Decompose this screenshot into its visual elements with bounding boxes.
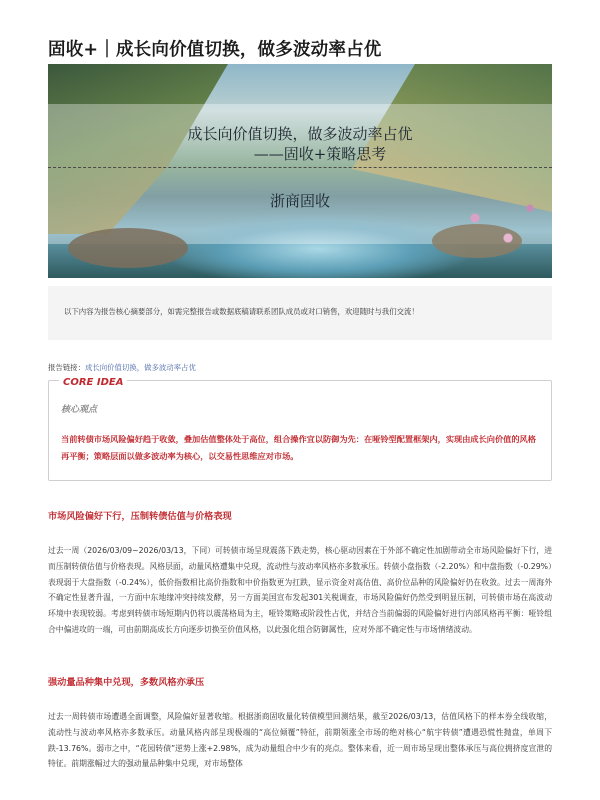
cover-org: 浙商固收 (269, 192, 330, 210)
notice-box (48, 286, 552, 340)
cover-image (48, 64, 552, 278)
section-heading: 强动量品种集中兑现，多数风格亦承压 (48, 677, 205, 688)
document-title: 固收+｜成长向价值切换，做多波动率占优 (48, 40, 382, 60)
cover-title: 成长向价值切换，做多波动率占优 (187, 125, 413, 143)
section-heading: 市场风险偏好下行，压制转债估值与价格表现 (48, 511, 232, 522)
core-idea-box (48, 377, 552, 481)
core-idea-tag: CORE IDEA (59, 377, 127, 388)
cover-subtitle: ——固收+策略思考 (253, 145, 387, 163)
section-paragraph: 过去一周（2026/03/09~2026/03/13，下同）可转债市场呈现震荡下跌走势，核心驱动因素在于外部不确定性加剧带动全市场风险偏好下行，进而压制转债估值与价格表现。风格层面，动量风格遭集中兑现，流动性与波动率风格亦多数承压。转债小盘指数（-2.20%）和中盘指数（-0.29%）表现弱于大盘指数（-0.24%），低价指数相比高价指数和中价指数更为扛跌，显示资金对高估值、高价位品种的风险偏好仍在收敛。过去一周海外不确定性显著升温，一方面中东地缘冲突持续发酵，另一方面美国宣布发起301关税调查，市场风险偏好仍然受到明显压制，可转债市场在高波动环境中表现较弱。考虑到转债市场短期内仍将以震荡格局为主，哑铃策略或阶段性占优，并结合当前偏弱的风险偏好进行内部风格再平衡：哑铃组合中偏进攻的一端，可由前期高成长方向逐步切换至价值风格，以此强化组合防御属性，应对外部不确定性与市场情绪波动。 (48, 546, 552, 634)
section-paragraph: 过去一周转债市场遭遇全面调整，风险偏好显著收缩。根据浙商固收量化转债模型回测结果，截至2026/03/13，估值风格下的样本券全线收缩，流动性与波动率风格亦多数承压。动量风格内部呈现极端的“高位倾覆”特征，前期领涨全市场的绝对核心“航宇转债”遭遇恐慌性抛盘，单周下跌-13.76%。弱市之中，“花园转债”逆势上涨+2.98%，成为动量组合中少有的亮点。整体来看，近一周市场呈现出整体承压与高位拥挤度宣泄的特征。前期涨幅过大的强动量品种集中兑现，对市场整体 (48, 712, 552, 769)
notice-text: 以下内容为报告核心摘要部分，如需完整报告或数据底稿请联系团队成员或对口销售，欢迎随时与我们交流！ (64, 307, 419, 316)
report-link-label: 报告链接： (48, 363, 85, 372)
rock-decoration (68, 228, 188, 268)
cover-divider (48, 167, 552, 168)
report-link[interactable]: 成长向价值切换，做多波动率占优 (84, 363, 196, 372)
core-idea-subtitle: 核心观点 (61, 405, 98, 415)
core-idea-text: 当前转债市场风险偏好趋于收敛，叠加估值整体处于高位，组合操作宜以防御为先：在哑铃型配置框架内，实现由成长向价值的风格再平衡；策略层面以做多波动率为核心，以交易性思维应对市场。 (61, 434, 536, 461)
report-link-line (48, 362, 196, 373)
